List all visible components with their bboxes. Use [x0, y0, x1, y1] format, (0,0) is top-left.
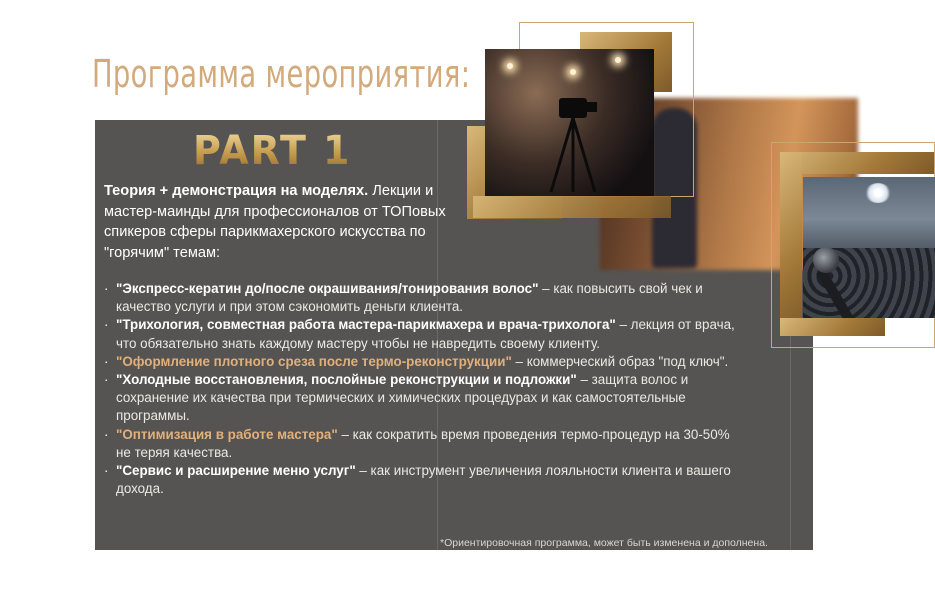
page-title: Программа мероприятия: — [92, 52, 471, 96]
item-text: – защита волос и сохранение их качества при термических и химических процедурах и как самостоятельные программы. — [116, 372, 689, 424]
list-item — [104, 353, 744, 371]
intro-bold: Теория + демонстрация на моделях. — [104, 183, 369, 199]
gold-accent-bar — [473, 196, 671, 218]
bullet: · — [104, 281, 109, 296]
intro-text: Лекции и мастер-маинды для профессионалов от ТОПовых спикеров сферы парикмахерского искусства по "горячим" темам: — [104, 183, 446, 261]
list-item — [104, 316, 744, 352]
photo-camera-conference-hall — [485, 49, 654, 196]
bullet: · — [104, 353, 109, 369]
bullet: · — [104, 372, 109, 388]
item-text: – как повысить свой чек и качество услуги и при этом сэкономить деньги клиента. — [116, 281, 703, 315]
intro-paragraph — [104, 181, 459, 263]
item-title: "Сервис и расширение меню услуг" — [116, 463, 356, 479]
item-text: – лекция от врача, что обязательно знать каждому мастеру чтобы не навредить своему клиенту. — [116, 317, 735, 351]
item-text: – коммерческий образ "под ключ". — [511, 353, 729, 369]
item-title: "Экспресс-кератин до/после окрашивания/тонирования волос" — [116, 281, 539, 296]
item-title: "Холодные восстановления, послойные реконструкции и подложки" — [116, 372, 577, 388]
photo-microphone-audience — [803, 177, 935, 318]
camera-tripod-icon — [545, 94, 600, 194]
list-item — [104, 371, 744, 426]
item-title: "Трихология, совместная работа мастера-парикмахера и врача-трихолога" — [116, 317, 616, 333]
stage-light — [507, 63, 513, 69]
stage-light — [570, 69, 576, 75]
chandelier — [865, 183, 891, 203]
item-text: – как инструмент увеличения лояльности клиента и вашего дохода. — [116, 463, 731, 497]
stage-light — [615, 57, 621, 63]
item-title: "Оформление плотного среза после термо-реконструкции" — [116, 353, 512, 369]
footnote: *Ориентировочная программа, может быть изменена и дополнена. — [440, 537, 768, 549]
item-text: – как сократить время проведения термо-процедур на 30-50% не теряя качества. — [116, 426, 730, 460]
list-item — [104, 280, 744, 316]
program-list — [104, 280, 744, 498]
list-item — [104, 462, 744, 498]
bullet: · — [104, 317, 109, 333]
part-label: PART 1 — [193, 128, 352, 174]
bullet: · — [104, 426, 109, 442]
item-title: "Оптимизация в работе мастера" — [116, 426, 338, 442]
microphone-icon — [813, 247, 839, 273]
list-item — [104, 426, 744, 462]
bullet: · — [104, 463, 109, 479]
